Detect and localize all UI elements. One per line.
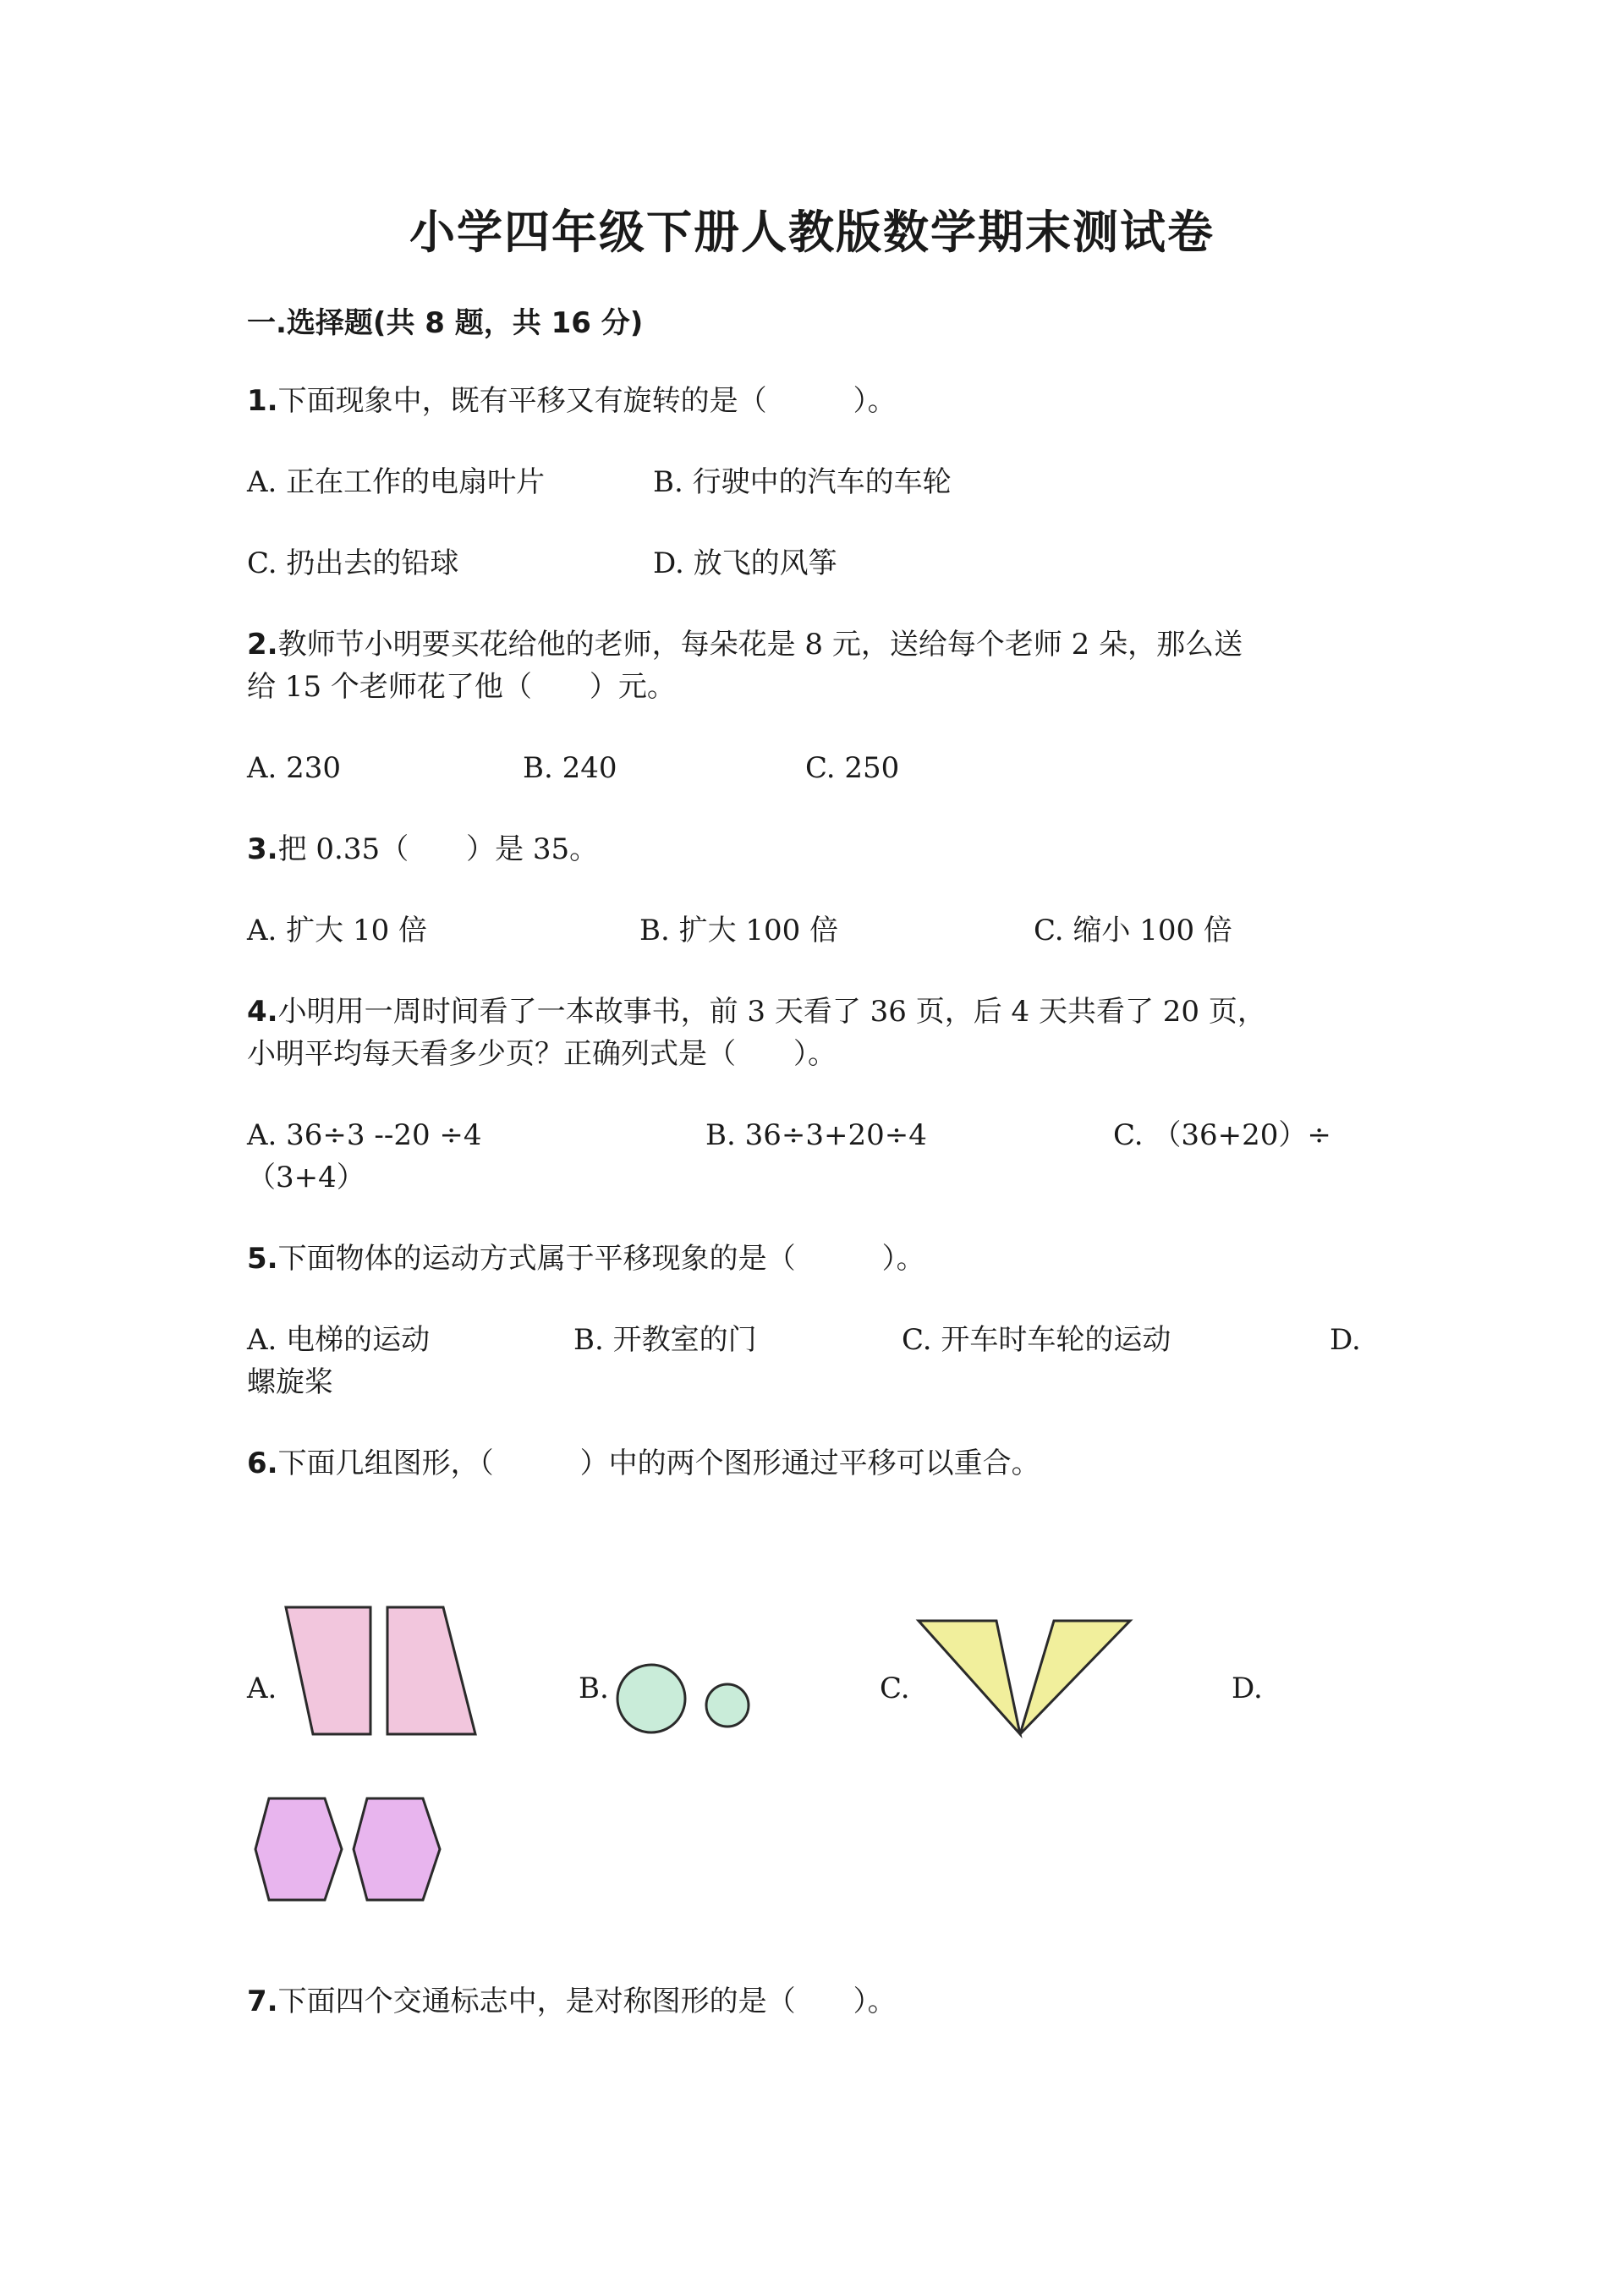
question-7 xyxy=(247,1979,897,2023)
hexagon-right xyxy=(354,1798,440,1900)
option-c[interactable]: C. （36+20）÷ xyxy=(1113,1118,1331,1152)
page-title: 小学四年级下册人教版数学期末测试卷 xyxy=(409,206,1215,259)
option-a[interactable]: A. 扩大 10 倍 xyxy=(247,914,428,947)
triangle-left xyxy=(919,1621,1020,1734)
triangles-figure xyxy=(912,1614,1137,1741)
option-d[interactable]: D. xyxy=(1232,1672,1263,1705)
question-number: 2. xyxy=(247,628,278,662)
option-a[interactable]: A. 230 xyxy=(247,751,342,785)
question-number: 4. xyxy=(247,995,278,1029)
question-text-line2: 小明平均每天看多少页？正确列式是（ ）。 xyxy=(247,1037,837,1071)
small-circle xyxy=(706,1684,749,1727)
option-b[interactable]: B. xyxy=(579,1672,609,1705)
question-6 xyxy=(247,1441,1040,1485)
option-d[interactable]: D. xyxy=(1330,1323,1361,1357)
option-b[interactable]: B. 开教室的门 xyxy=(573,1323,757,1357)
option-a[interactable]: A. 正在工作的电扇叶片 xyxy=(247,465,546,499)
question-text-line1: 小明用一周时间看了一本故事书，前 3 天看了 36 页，后 4 天共看了 20 页， xyxy=(277,995,1266,1029)
option-b[interactable]: B. 240 xyxy=(523,751,617,785)
option-b[interactable]: B. 行驶中的汽车的车轮 xyxy=(653,465,952,499)
question-text: 把 0.35（ ）是 35。 xyxy=(277,832,599,866)
hexagons-figure xyxy=(250,1790,453,1908)
question-text: 下面四个交通标志中，是对称图形的是（ ）。 xyxy=(277,1985,897,2018)
option-a[interactable]: A. xyxy=(247,1672,277,1705)
option-c[interactable]: C. 缩小 100 倍 xyxy=(1034,914,1232,947)
question-5 xyxy=(247,1237,925,1281)
question-text-line1: 教师节小明要买花给他的老师，每朵花是 8 元，送给每个老师 2 朵，那么送 xyxy=(277,628,1243,662)
question-text: 下面几组图形，（ ）中的两个图形通过平移可以重合。 xyxy=(277,1447,1040,1480)
question-2 xyxy=(247,623,1243,667)
option-b[interactable]: B. 36÷3+20÷4 xyxy=(705,1118,927,1152)
hexagon-left xyxy=(255,1798,342,1900)
question-3 xyxy=(247,827,598,871)
option-c[interactable]: C. xyxy=(880,1672,910,1705)
question-number: 1. xyxy=(247,384,278,418)
circles-figure xyxy=(611,1650,780,1743)
option-c-continued: （3+4） xyxy=(247,1161,365,1194)
question-number: 3. xyxy=(247,832,278,866)
option-d[interactable]: D. 放飞的风筝 xyxy=(653,546,837,580)
question-text-line2: 给 15 个老师花了他（ ）元。 xyxy=(247,670,676,704)
question-4 xyxy=(247,990,1266,1034)
parallelograms-figure xyxy=(279,1600,482,1744)
question-1 xyxy=(247,379,897,423)
section-heading: 一.选择题(共 8 题，共 16 分) xyxy=(247,306,644,340)
option-d-continued: 螺旋桨 xyxy=(247,1365,333,1399)
question-number: 7. xyxy=(247,1985,278,2018)
option-a[interactable]: A. 36÷3 --20 ÷4 xyxy=(247,1118,482,1152)
question-text: 下面物体的运动方式属于平移现象的是（ ）。 xyxy=(277,1242,925,1276)
question-text: 下面现象中，既有平移又有旋转的是（ ）。 xyxy=(277,384,897,418)
large-circle xyxy=(617,1665,685,1732)
option-a[interactable]: A. 电梯的运动 xyxy=(247,1323,431,1357)
question-number: 6. xyxy=(247,1447,278,1480)
option-c[interactable]: C. 250 xyxy=(805,751,900,785)
option-c[interactable]: C. 扔出去的铅球 xyxy=(247,546,459,580)
option-b[interactable]: B. 扩大 100 倍 xyxy=(639,914,839,947)
triangle-right xyxy=(1020,1621,1130,1734)
question-number: 5. xyxy=(247,1242,278,1276)
option-c[interactable]: C. 开车时车轮的运动 xyxy=(902,1323,1171,1357)
